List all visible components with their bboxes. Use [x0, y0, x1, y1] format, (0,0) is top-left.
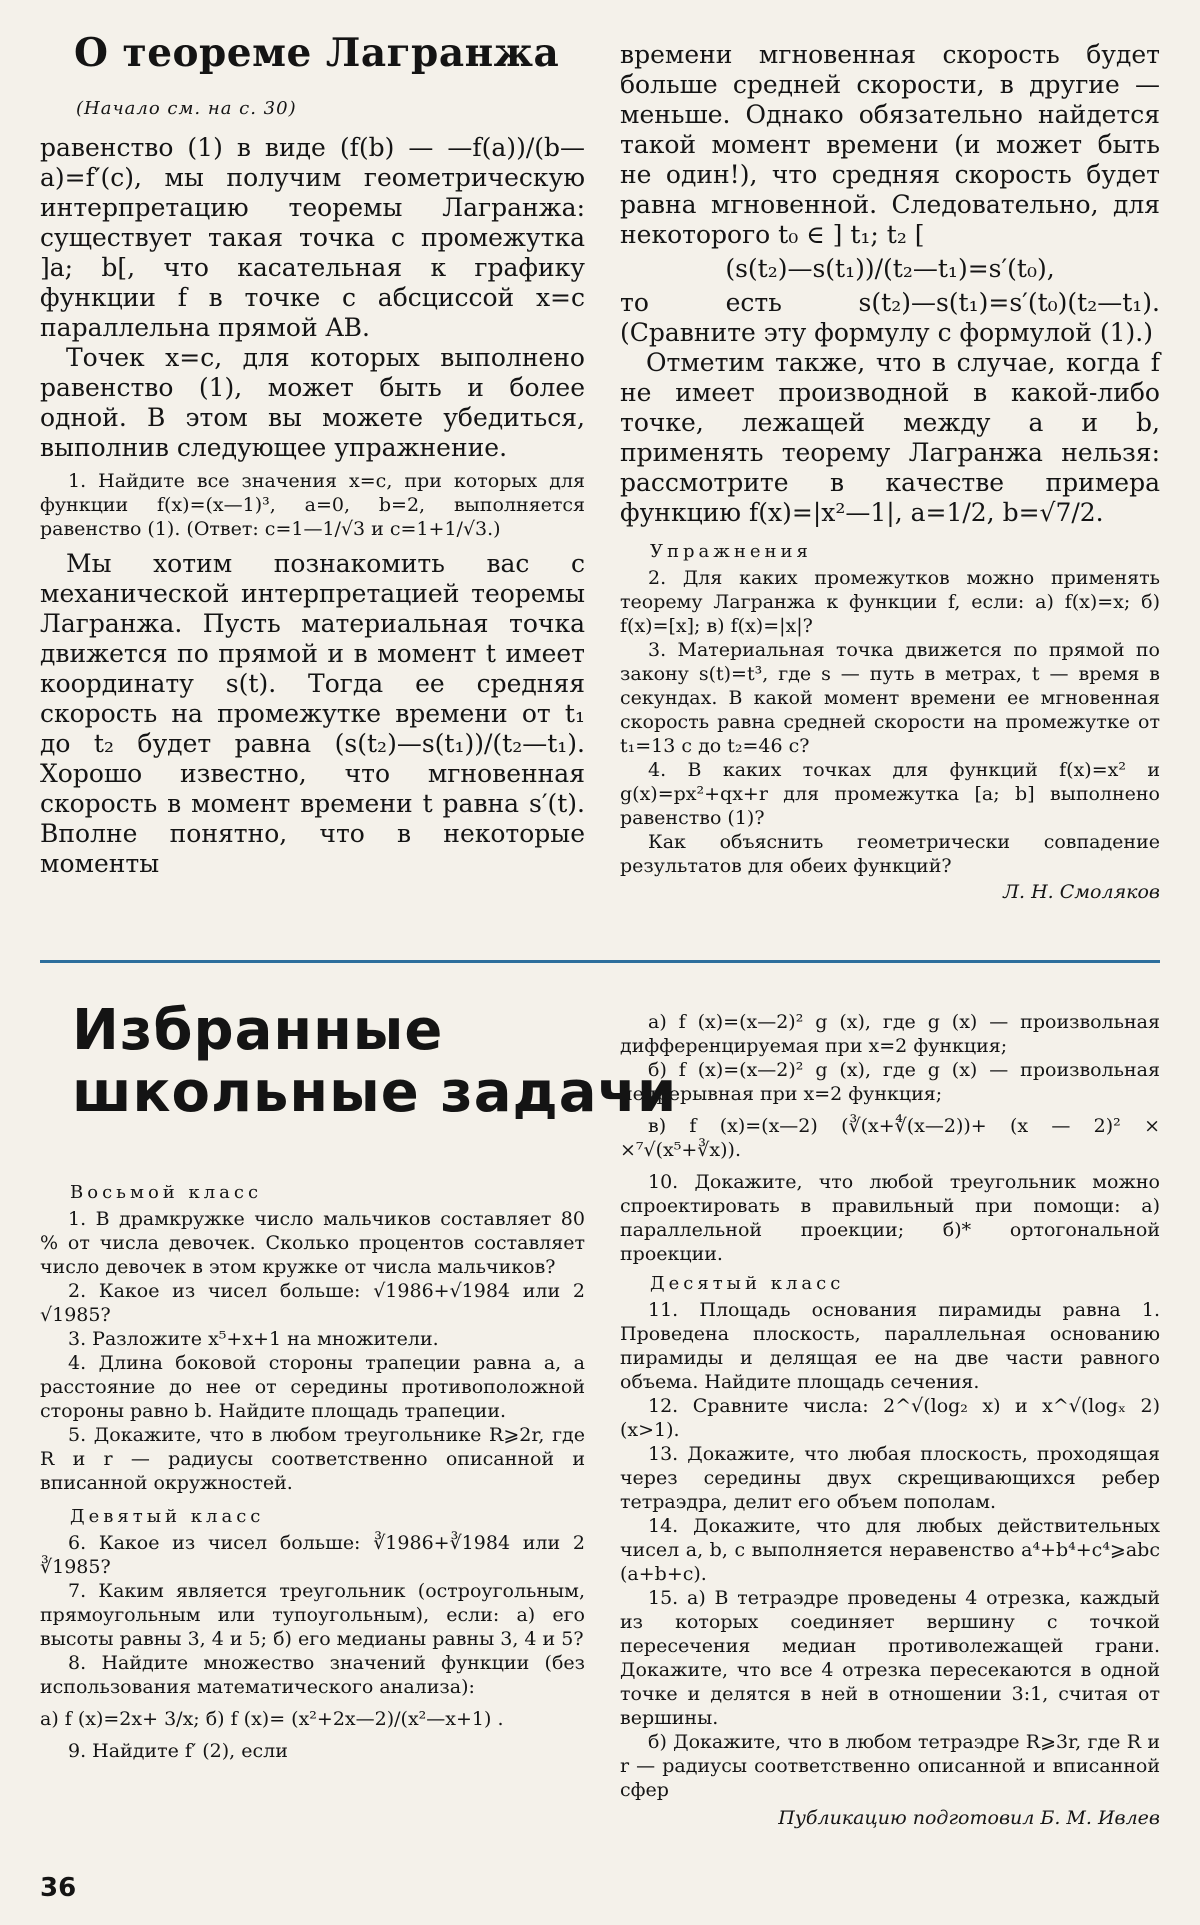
page-number: 36 [40, 1873, 77, 1903]
paragraph: равенство (1) в виде (f(b) — —f(a))/(b—a)=f′(c), мы получим геометрическую интерпретацию теоремы Лагранжа: существует такая точка c промежутка ]a; b[, что касательная к графику функции f в точке с абсциссой x=c параллельна прямой AB. [40, 133, 585, 342]
problem-item: 13. Докажите, что любая плоскость, проходящая через середины двух скрещивающихся ребер тетраэдра, делит его объем пополам. [620, 1443, 1160, 1513]
final-question: Как объяснить геометрически совпадение результатов для обеих функций? [620, 831, 1160, 877]
problem-item: 2. Какое из чисел больше: √1986+√1984 или 2 √1985? [40, 1280, 585, 1326]
problem-item: 14. Докажите, что для любых действительных чисел a, b, c выполняется неравенство a⁴+b⁴+c⁴⩾abc (a+b+c). [620, 1515, 1160, 1585]
problems-title-line-2: школьные задачи [72, 1060, 678, 1125]
continuation-note: (Начало см. на с. 30) [76, 98, 297, 119]
problems-right-column [620, 1010, 1160, 1830]
exercise-1: 1. Найдите все значения x=c, при которых для функции f(x)=(x—1)³, a=0, b=2, выполняется равенство (1). (Ответ: c=1—1/√3 и c=1+1/√3.) [40, 470, 585, 540]
paragraph: Точек x=c, для которых выполнено равенство (1), может быть и более одной. В этом вы можете убедиться, выполнив следующее упражнение. [40, 343, 585, 462]
problem-item: 15. а) В тетраэдре проведены 4 отрезка, каждый из которых соединяет вершину с точкой пересечения медиан противолежащей грани. Докажите, что все 4 отрезка пересекаются в одной точке и делятся в ней в отношении 3:1, считая от вершины. [620, 1587, 1160, 1729]
publication-credit: Публикацию подготовил Б. М. Ивлев [778, 1807, 1160, 1829]
article-right-column [620, 40, 1160, 904]
grade-9-heading: Девятый класс [70, 1506, 265, 1527]
formula: (s(t₂)—s(t₁))/(t₂—t₁)=s′(t₀), [725, 254, 1055, 283]
paragraph: Отметим также, что в случае, когда f не имеет производной в какой-либо точке, лежащей между a и b, применять теорему Лагранжа нельзя: рассмотрите в качестве примера функцию f(x)=|x²—1|, a=1/2, b=√7/2. [620, 348, 1160, 527]
exercise-item: 2. Для каких промежутков можно применять теорему Лагранжа к функции f, если: а) f(x)=x; б) f(x)=[x]; в) f(x)=|x|? [620, 567, 1160, 637]
grade-8-heading: Восьмой класс [70, 1182, 263, 1203]
section-divider [40, 960, 1160, 963]
problem-item: 11. Площадь основания пирамиды равна 1. Проведена плоскость, параллельная основанию пирамиды и делящая ее на две части равного объема. Найдите площадь сечения. [620, 1299, 1160, 1393]
problem-subitem: б) f (x)=(x—2)² g (x), где g (x) — произвольная непрерывная при x=2 функция; [620, 1059, 1160, 1105]
problem-formula: а) f (x)=2x+ 3/x; б) f (x)= (x²+2x—2)/(x²—x+1) . [40, 1708, 504, 1730]
paragraph: Мы хотим познакомить вас с механической интерпретацией теоремы Лагранжа. Пусть материальная точка движется по прямой и в момент t имеет координату s(t). Тогда ее средняя скорость на промежутке времени от t₁ до t₂ будет равна (s(t₂)—s(t₁))/(t₂—t₁). Хорошо известно, что мгновенная скорость в момент времени t равна s′(t). Вполне понятно, что в некоторые моменты [40, 549, 585, 878]
paragraph: то есть s(t₂)—s(t₁)=s′(t₀)(t₂—t₁). (Сравните эту формулу с формулой (1).) [620, 288, 1160, 347]
problem-item: б) Докажите, что в любом тетраэдре R⩾3r, где R и r — радиусы соответственно описанной и вписанной сфер [620, 1731, 1160, 1801]
problem-item: 9. Найдите f′ (2), если [68, 1740, 288, 1762]
problem-item: 12. Сравните числа: 2^√(log₂ x) и x^√(logₓ 2) (x>1). [620, 1395, 1160, 1441]
problems-title-line-1: Избранные [72, 998, 444, 1063]
problem-item: 10. Докажите, что любой треугольник можно спроектировать в правильный при помощи: а) параллельной проекции; б)* ортогональной проекции. [620, 1171, 1160, 1265]
problems-left-column [40, 1175, 585, 1763]
problem-item: 3. Разложите x⁵+x+1 на множители. [68, 1328, 439, 1350]
paragraph: времени мгновенная скорость будет больше средней скорости, в другие — меньше. Однако обязательно найдется такой момент времени (и может быть не один!), что средняя скорость будет равна мгновенной. Следовательно, для некоторого t₀ ∈ ] t₁; t₂ [ [620, 40, 1160, 249]
problem-item: 5. Докажите, что в любом треугольнике R⩾2r, где R и r — радиусы соответственно описанной и вписанной окружностей. [40, 1424, 585, 1494]
problems-title [72, 1000, 677, 1124]
author-signature: Л. Н. Смоляков [1003, 881, 1160, 903]
exercises-heading: Упражнения [650, 541, 812, 562]
exercise-item: 4. В каких точках для функций f(x)=x² и g(x)=px²+qx+r для промежутка [a; b] выполнено равенство (1)? [620, 759, 1160, 829]
problem-item: 7. Каким является треугольник (остроугольным, прямоугольным или тупоугольным), если: а) его высоты равны 3, 4 и 5; б) его медианы равны 3, 4 и 5? [40, 1580, 585, 1650]
problem-item: 1. В драмкружке число мальчиков составляет 80 % от числа девочек. Сколько процентов составляет число девочек в этом кружке от числа мальчиков? [40, 1208, 585, 1278]
problem-subitem: а) f (x)=(x—2)² g (x), где g (x) — произвольная дифференцируемая при x=2 функция; [620, 1011, 1160, 1057]
problem-item: 4. Длина боковой стороны трапеции равна a, а расстояние до нее от середины противоположной стороны равно b. Найдите площадь трапеции. [40, 1352, 585, 1422]
problem-item: 8. Найдите множество значений функции (без использования математического анализа): [40, 1652, 585, 1698]
article-title: О теореме Лагранжа [74, 30, 560, 76]
problem-item: 6. Какое из чисел больше: ∛1986+∛1984 или 2 ∛1985? [40, 1532, 585, 1578]
article-left-column [40, 30, 585, 879]
exercise-item: 3. Материальная точка движется по прямой по закону s(t)=t³, где s — путь в метрах, t — время в секундах. В какой момент времени ее мгновенная скорость равна средней скорости на промежутке от t₁=13 с до t₂=46 с? [620, 639, 1160, 757]
problem-subitem: в) f (x)=(x—2) (∛(x+∜(x—2))+ (x — 2)² × ×⁷√(x⁵+∛x)). [620, 1115, 1160, 1161]
grade-10-heading: Десятый класс [650, 1273, 845, 1294]
